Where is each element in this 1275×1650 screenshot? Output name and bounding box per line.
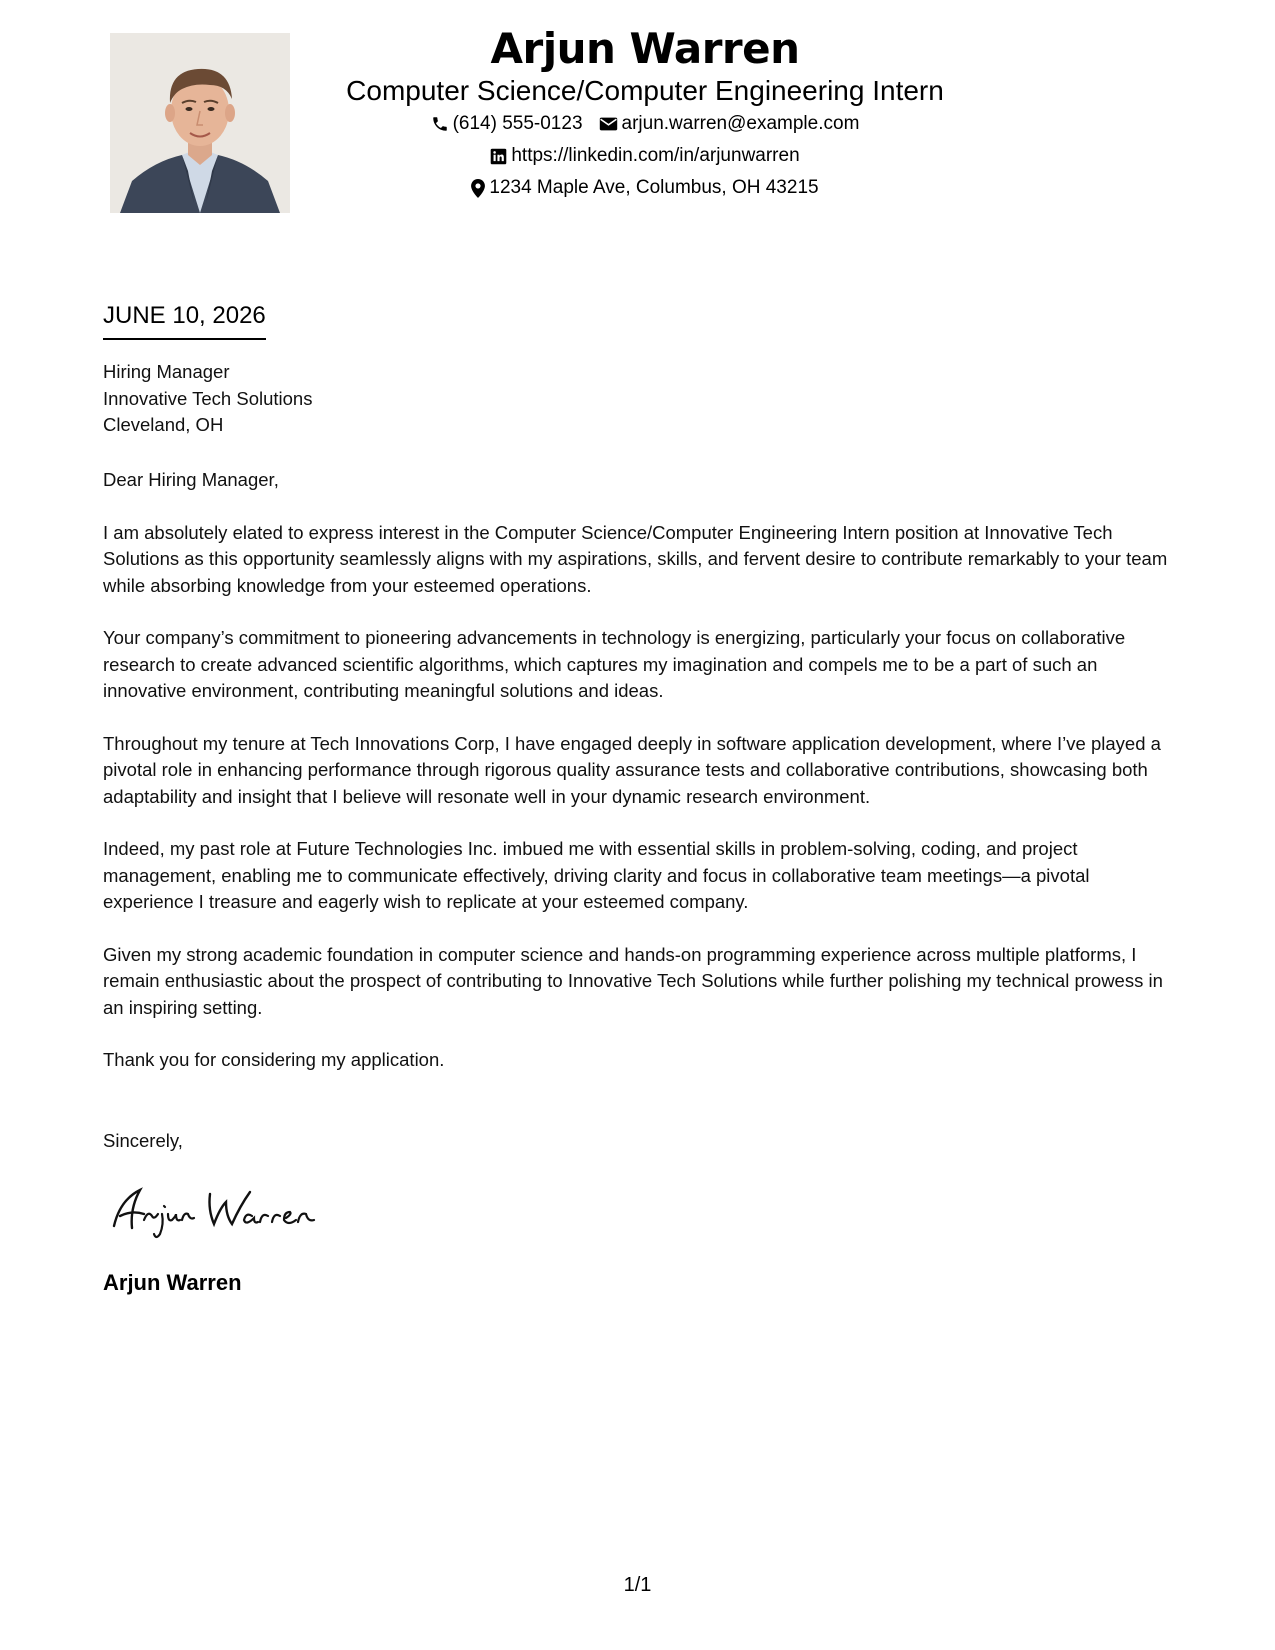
phone-text: (614) 555-0123 bbox=[452, 113, 583, 134]
paragraph: I am absolutely elated to express interest in the Computer Science/Computer Engineering Intern position at Innovative Tech Solutions as this opportunity seamlessly aligns with my aspirations, skills, and fervent desire to contribute remarkably to your team while absorbing knowledge from your esteemed operations. bbox=[103, 521, 1168, 596]
email-text: arjun.warren@example.com bbox=[621, 113, 860, 134]
letter-date: JUNE 10, 2026 bbox=[103, 300, 266, 340]
phone-icon bbox=[431, 115, 449, 133]
linkedin-icon bbox=[490, 148, 507, 165]
paragraph: Your company’s commitment to pioneering advancements in technology is energizing, particularly your focus on collaborative research to create advanced scientific algorithms, which captures my imagination and compels me to be a part of such an innovative environment, contributing meaningful solutions and ideas. bbox=[103, 627, 1126, 701]
applicant-name: Arjun Warren bbox=[490, 24, 800, 73]
contact-row-phone-email bbox=[300, 108, 990, 140]
recipient-company: Innovative Tech Solutions bbox=[103, 387, 313, 409]
closing: Sincerely, bbox=[103, 1130, 183, 1151]
recipient-block bbox=[103, 359, 312, 439]
profile-photo bbox=[110, 33, 290, 213]
salutation: Dear Hiring Manager, bbox=[103, 469, 279, 490]
paragraph: Thank you for considering my application. bbox=[103, 1049, 445, 1070]
contact-row-linkedin bbox=[300, 140, 990, 172]
address-contact bbox=[471, 172, 818, 204]
job-title: Computer Science/Computer Engineering Intern bbox=[346, 75, 944, 106]
map-pin-icon bbox=[471, 179, 485, 198]
linkedin-contact[interactable] bbox=[490, 140, 799, 172]
phone-contact[interactable] bbox=[431, 108, 583, 140]
envelope-icon bbox=[599, 116, 618, 132]
page-number: 1/1 bbox=[623, 1574, 652, 1596]
paragraph: Indeed, my past role at Future Technologies Inc. imbued me with essential skills in problem-solving, coding, and project management, enabling me to communicate effectively, driving clarity and focus in collaborative team meetings—a pivotal experience I treasure and eagerly wish to replicate at your esteemed company. bbox=[103, 838, 1090, 912]
paragraph: Given my strong academic foundation in computer science and hands-on programming experience across multiple platforms, I remain enthusiastic about the prospect of contributing to Innovative Tech Solutions while further polishing my technical prowess in an inspiring setting. bbox=[103, 943, 1163, 1018]
linkedin-text: https://linkedin.com/in/arjunwarren bbox=[511, 145, 800, 166]
recipient-location: Cleveland, OH bbox=[103, 414, 224, 435]
handwritten-signature bbox=[110, 1180, 370, 1240]
address-text: 1234 Maple Ave, Columbus, OH 43215 bbox=[489, 177, 819, 198]
paragraph: Throughout my tenure at Tech Innovations Corp, I have engaged deeply in software application development, where I’ve played a pivotal role in enhancing performance through rigorous quality assurance tests and collaborative contributions, showcasing both adaptability and insight that I believe will resonate well in your dynamic research environment. bbox=[103, 732, 1161, 807]
header bbox=[300, 22, 990, 204]
contact-row-address bbox=[300, 172, 990, 204]
recipient-title: Hiring Manager bbox=[103, 361, 230, 382]
email-contact[interactable] bbox=[599, 108, 860, 140]
signer-name: Arjun Warren bbox=[103, 1270, 242, 1295]
letter-body bbox=[103, 467, 1183, 1100]
